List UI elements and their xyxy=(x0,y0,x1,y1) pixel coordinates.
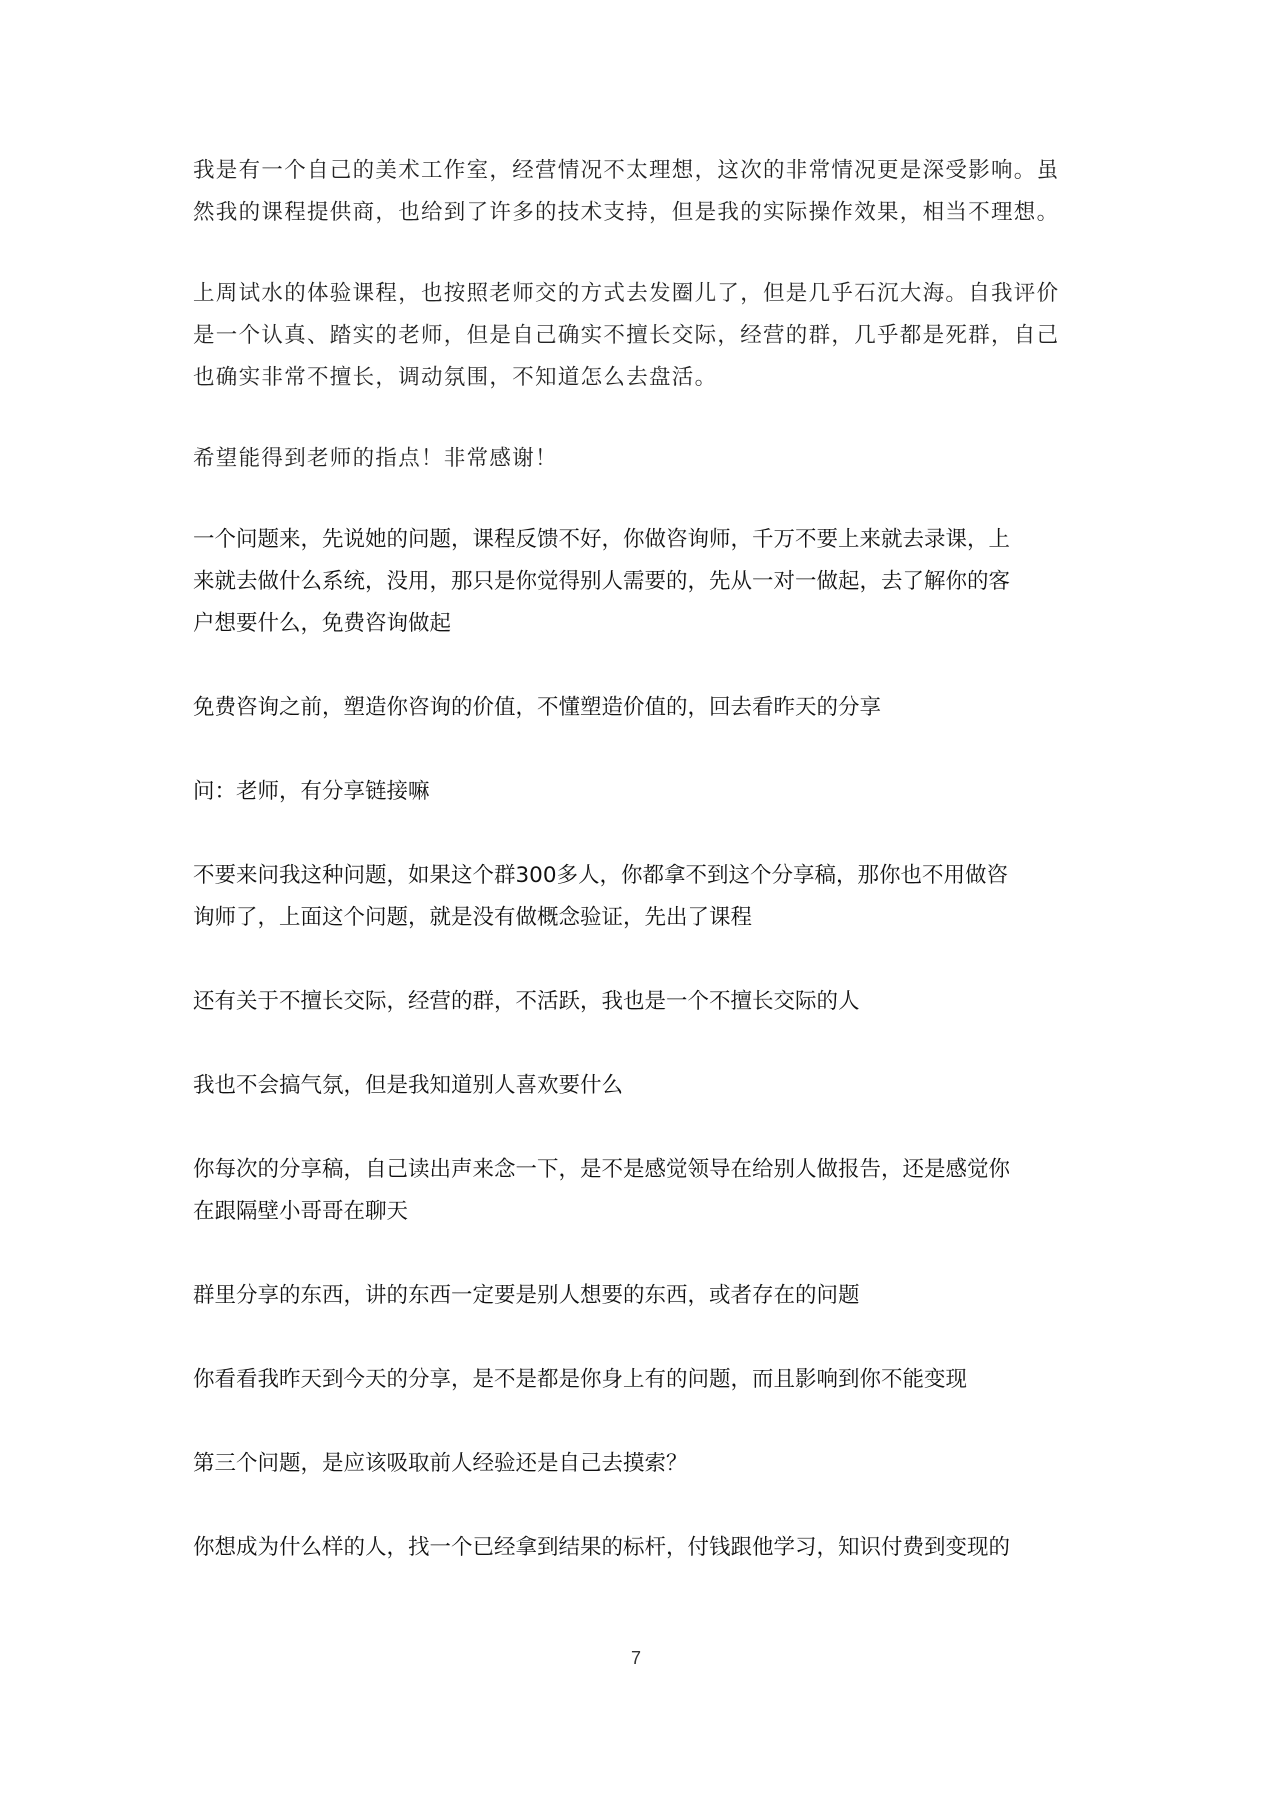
page-number: 7 xyxy=(630,1648,641,1668)
answer-paragraph: 一个问题来，先说她的问题，课程反馈不好，你做咨询师，千万不要上来就去录课，上 来就去做什么系统，没用，那只是你觉得别人需要的，先从一对一做起，去了解你的客 户想要什么，免费咨询做起 xyxy=(193,527,1011,636)
answer-paragraph: 你想成为什么样的人，找一个已经拿到结果的标杆，付钱跟他学习，知识付费到变现的 xyxy=(193,1535,1011,1560)
page-content xyxy=(193,150,1093,1611)
quoted-question-closing: 希望能得到老师的指点！非常感谢！ xyxy=(193,446,558,471)
answer-paragraph: 群里分享的东西，讲的东西一定要是别人想要的东西，或者存在的问题 xyxy=(193,1283,860,1308)
answer-paragraph: 第三个问题，是应该吸取前人经验还是自己去摸索？ xyxy=(193,1451,688,1476)
answer-paragraph: 不要来问我这种问题，如果这个群300多人，你都拿不到这个分享稿，那你也不用做咨 询师了，上面这个问题，就是没有做概念验证，先出了课程 xyxy=(193,863,1009,930)
quoted-question-paragraph: 上周试水的体验课程，也按照老师交的方式去发圈儿了，但是几乎石沉大海。自我评价 是一个认真、踏实的老师，但是自己确实不擅长交际，经营的群，几乎都是死群，自己 也确实非常不擅长，调动氛围，不知道怎么去盘活。 xyxy=(193,281,1060,390)
answer-paragraph: 我也不会搞气氛，但是我知道别人喜欢要什么 xyxy=(193,1073,624,1098)
answer-paragraph: 你看看我昨天到今天的分享，是不是都是你身上有的问题，而且影响到你不能变现 xyxy=(193,1367,968,1392)
answer-paragraph: 问：老师，有分享链接嘛 xyxy=(193,779,430,804)
answer-paragraph: 还有关于不擅长交际，经营的群，不活跃，我也是一个不擅长交际的人 xyxy=(193,989,860,1014)
answer-paragraph: 免费咨询之前，塑造你咨询的价值，不懂塑造价值的，回去看昨天的分享 xyxy=(193,695,882,720)
quoted-question-paragraph: 我是有一个自己的美术工作室，经营情况不太理想，这次的非常情况更是深受影响。虽 然我的课程提供商，也给到了许多的技术支持，但是我的实际操作效果，相当不理想。 xyxy=(193,158,1060,225)
answer-paragraph: 你每次的分享稿，自己读出声来念一下，是不是感觉领导在给别人做报告，还是感觉你 在跟隔壁小哥哥在聊天 xyxy=(193,1157,1011,1224)
